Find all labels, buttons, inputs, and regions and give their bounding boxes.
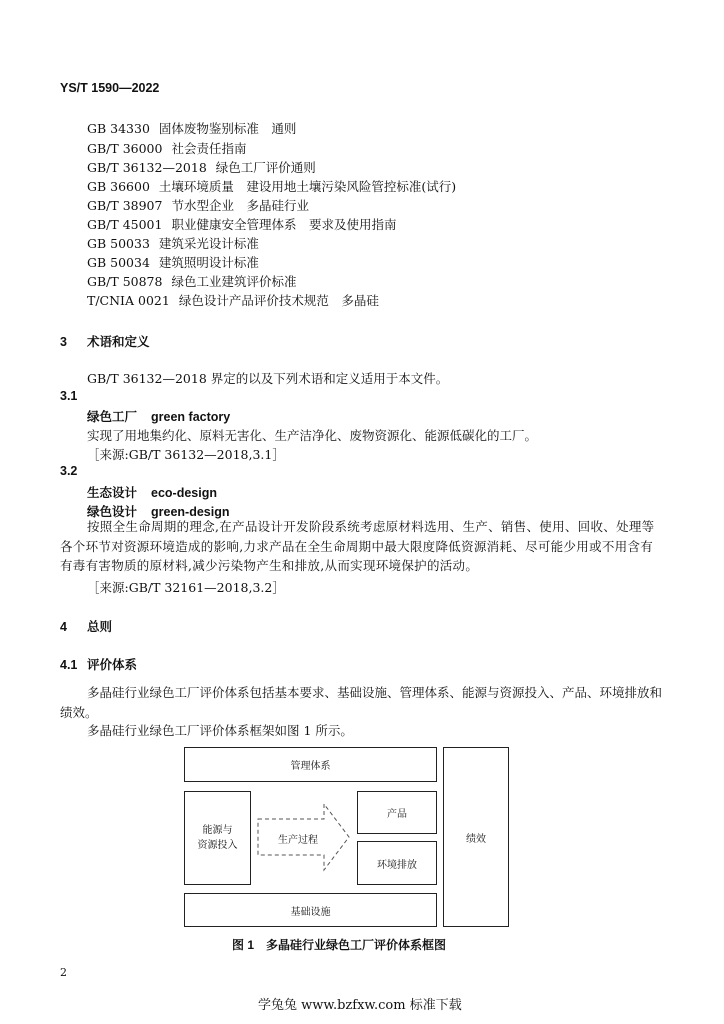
figure-caption: 图 1 多晶硅行业绿色工厂评价体系框图 xyxy=(232,938,447,952)
term-zh: 绿色工厂 xyxy=(87,410,138,424)
section-heading-4 xyxy=(60,617,112,635)
section-title: 术语和定义 xyxy=(87,335,150,349)
section-number: 3 xyxy=(60,335,67,349)
box-product xyxy=(357,791,437,834)
term-en: eco-design xyxy=(151,486,218,500)
reference-code: T/CNIA 0021 xyxy=(87,293,170,308)
term-3-2 xyxy=(87,483,217,501)
reference-code: GB/T 36000 xyxy=(87,141,163,156)
paragraph: 多晶硅行业绿色工厂评价体系包括基本要求、基础设施、管理体系、能源与资源投入、产品、环境排放和绩效。 xyxy=(60,685,663,720)
box-energy-resources xyxy=(184,791,251,885)
term-zh: 绿色设计 xyxy=(87,505,138,519)
reference-item xyxy=(87,119,296,137)
reference-item xyxy=(87,215,396,233)
term-source: ［来源:GB/T 32161—2018,3.2］ xyxy=(87,580,285,595)
reference-title: 职业健康安全管理体系 要求及使用指南 xyxy=(171,217,397,232)
reference-title: 绿色工业建筑评价标准 xyxy=(171,274,297,289)
term-en: green factory xyxy=(151,410,231,424)
reference-item xyxy=(87,177,456,195)
term-source: ［来源:GB/T 36132—2018,3.1］ xyxy=(87,447,285,462)
term-definition: 实现了用地集约化、原料无害化、生产洁净化、废物资源化、能源低碳化的工厂。 xyxy=(87,428,538,443)
box-label: 绩效 xyxy=(466,833,486,845)
reference-item xyxy=(87,272,296,290)
reference-code: GB 36600 xyxy=(87,179,150,194)
box-label: 管理体系 xyxy=(290,761,331,772)
watermark-footer: 学兔兔 www.bzfxw.com 标准下载 xyxy=(258,998,462,1013)
term-number: 3.1 xyxy=(60,389,78,403)
section-heading-3 xyxy=(60,332,150,350)
reference-title: 固体废物鉴别标准 通则 xyxy=(158,121,297,136)
box-infrastructure xyxy=(184,893,437,927)
reference-item xyxy=(87,253,259,271)
subsection-title: 评价体系 xyxy=(87,658,138,672)
reference-title: 社会责任指南 xyxy=(171,141,247,156)
reference-item xyxy=(87,234,259,252)
reference-title: 建筑采光设计标准 xyxy=(158,236,259,251)
reference-code: GB/T 36132—2018 xyxy=(87,160,207,175)
reference-code: GB/T 45001 xyxy=(87,217,163,232)
reference-code: GB 34330 xyxy=(87,121,150,136)
box-emission xyxy=(357,841,437,885)
reference-code: GB 50033 xyxy=(87,236,150,251)
box-label: 环境排放 xyxy=(377,859,417,871)
subsection-heading-4-1 xyxy=(60,655,137,673)
production-process-label: 生产过程 xyxy=(278,835,318,846)
box-performance xyxy=(443,747,509,927)
reference-title: 建筑照明设计标准 xyxy=(158,255,259,270)
box-management-system xyxy=(184,747,437,782)
reference-item xyxy=(87,196,309,214)
section3-intro: GB/T 36132—2018 界定的以及下列术语和定义适用于本文件。 xyxy=(87,371,449,386)
term-3-1 xyxy=(87,407,230,425)
reference-title: 土壤环境质量 建设用地土壤污染风险管控标准(试行) xyxy=(158,179,457,194)
reference-title: 节水型企业 多晶硅行业 xyxy=(171,198,309,213)
document-header: YS/T 1590—2022 xyxy=(60,81,160,95)
reference-item xyxy=(87,158,316,176)
term-number: 3.2 xyxy=(60,464,78,478)
reference-code: GB 50034 xyxy=(87,255,150,270)
paragraph: 多晶硅行业绿色工厂评价体系框架如图 1 所示。 xyxy=(87,723,353,738)
box-label: 基础设施 xyxy=(290,906,331,918)
reference-item xyxy=(87,291,379,309)
reference-title: 绿色设计产品评价技术规范 多晶硅 xyxy=(178,293,379,308)
reference-code: GB/T 38907 xyxy=(87,198,163,213)
section-number: 4 xyxy=(60,620,67,634)
box-label: 能源与 xyxy=(202,825,233,836)
term-zh: 生态设计 xyxy=(87,486,138,500)
section-title: 总则 xyxy=(87,620,113,634)
reference-title: 绿色工厂评价通则 xyxy=(215,160,316,175)
page-number: 2 xyxy=(60,966,67,979)
subsection-number: 4.1 xyxy=(60,658,78,672)
box-label: 资源投入 xyxy=(197,840,238,851)
term-definition: 按照全生命周期的理念,在产品设计开发阶段系统考虑原材料选用、生产、销售、使用、回收、处理等各个环节对资源环境造成的影响,力求产品在全生命周期中最大限度降低资源消耗、尽可能少用或不用含有有毒有害物质的原材料,减少污染物产生和排放,从而实现环境保护的活动。 xyxy=(60,519,655,573)
term-en: green-design xyxy=(151,505,230,519)
reference-item xyxy=(87,139,246,157)
reference-code: GB/T 50878 xyxy=(87,274,163,289)
box-label: 产品 xyxy=(387,809,407,820)
